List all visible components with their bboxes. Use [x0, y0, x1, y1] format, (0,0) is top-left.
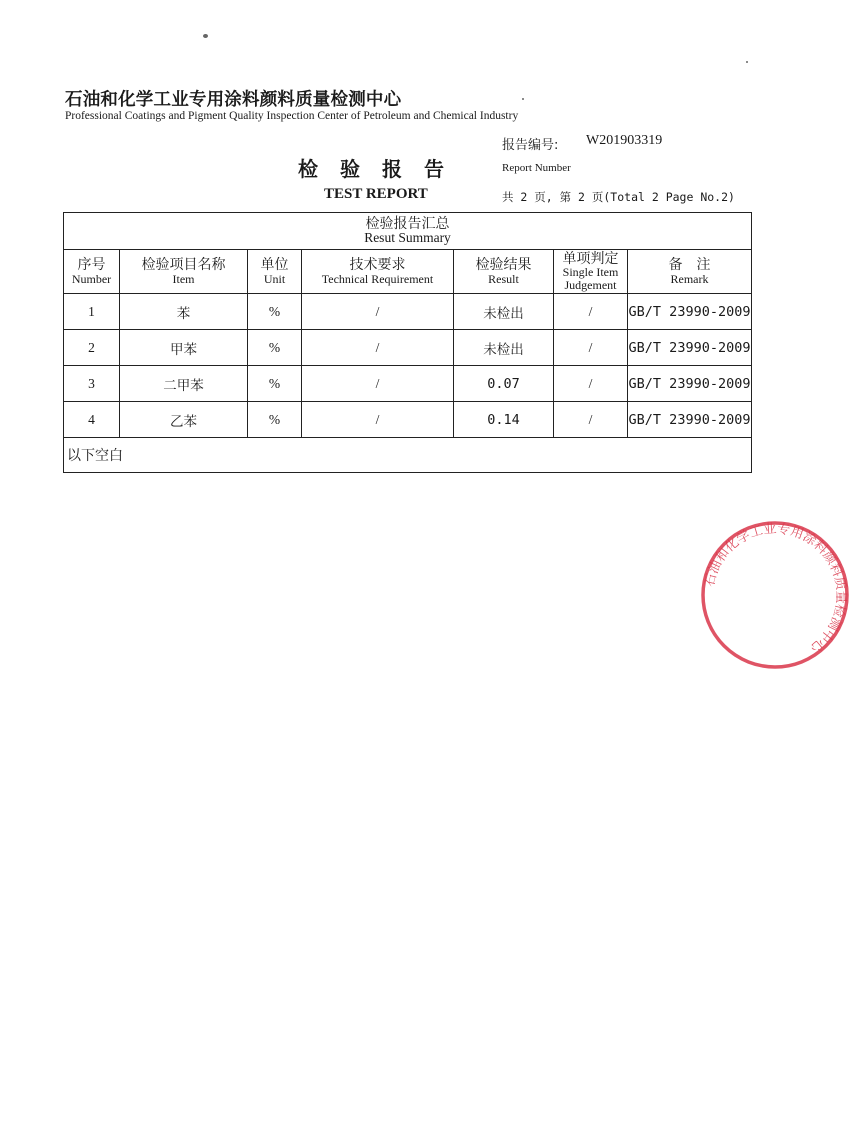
column-header-unit-cn: 单位 [260, 256, 289, 273]
column-header-judgement-en1: Single Item [562, 265, 619, 280]
column-header-result-en: Result [488, 271, 519, 286]
report-title-cn: 检验报告 [298, 157, 466, 181]
official-seal-stamp [700, 520, 850, 670]
cell-unit: % [248, 330, 302, 366]
column-header-requirement-cn: 技术要求 [349, 256, 406, 273]
column-header-requirement-en: Technical Requirement [321, 271, 434, 286]
column-header-remark-en: Remark [670, 271, 709, 286]
organization-name-en: Professional Coatings and Pigment Quality Inspection Center of Petroleum and Chemical Industry [65, 110, 519, 122]
cell-requirement: / [302, 402, 454, 438]
report-number-value: W201903319 [586, 133, 663, 148]
column-header-remark [628, 250, 752, 294]
table-row [64, 294, 752, 330]
report-number-label: 报告编号: [502, 138, 559, 153]
table-row [64, 402, 752, 438]
summary-heading-cn: 检验报告汇总 [365, 216, 450, 233]
column-header-number [64, 250, 120, 294]
cell-item: 苯 [120, 294, 248, 330]
cell-result: 0.14 [454, 402, 554, 438]
column-header-number-en: Number [71, 271, 112, 286]
seal-text: 石油和化学工业专用涂料颜料质量检测中心 [702, 521, 849, 656]
cell-number: 2 [64, 330, 120, 366]
cell-number: 3 [64, 366, 120, 402]
page-indicator: 共 2 页, 第 2 页(Total 2 Page No.2) [502, 190, 735, 204]
column-header-item [120, 250, 248, 294]
cell-result: 未检出 [454, 330, 554, 366]
cell-remark: GB/T 23990-2009 [628, 294, 752, 330]
report-number-label-en: Report Number [502, 162, 571, 174]
column-header-unit-en: Unit [263, 271, 286, 286]
scan-speck [203, 34, 208, 38]
column-header-item-cn: 检验项目名称 [141, 256, 226, 273]
cell-judgement: / [554, 402, 628, 438]
column-header-unit [248, 250, 302, 294]
cell-requirement: / [302, 294, 454, 330]
scan-speck [746, 61, 748, 63]
cell-judgement: / [554, 294, 628, 330]
report-title-en: TEST REPORT [324, 186, 428, 202]
cell-requirement: / [302, 330, 454, 366]
cell-item: 乙苯 [120, 402, 248, 438]
cell-requirement: / [302, 366, 454, 402]
summary-heading [64, 213, 752, 250]
column-header-result [454, 250, 554, 294]
scan-speck [522, 98, 524, 100]
cell-result: 0.07 [454, 366, 554, 402]
column-header-item-en: Item [172, 271, 195, 286]
organization-name-cn: 石油和化学工业专用涂料颜料质量检测中心 [65, 90, 402, 110]
table-header-row [64, 250, 752, 294]
column-header-remark-cn: 备 注 [668, 256, 711, 273]
column-header-judgement-cn: 单项判定 [562, 250, 619, 267]
column-header-result-cn: 检验结果 [475, 256, 532, 273]
cell-unit: % [248, 366, 302, 402]
cell-number: 4 [64, 402, 120, 438]
cell-number: 1 [64, 294, 120, 330]
cell-judgement: / [554, 366, 628, 402]
cell-unit: % [248, 402, 302, 438]
column-header-number-cn: 序号 [77, 256, 106, 273]
cell-judgement: / [554, 330, 628, 366]
summary-heading-en: Resut Summary [364, 230, 451, 246]
column-header-judgement-en2: Judgement [564, 277, 617, 292]
cell-remark: GB/T 23990-2009 [628, 330, 752, 366]
cell-unit: % [248, 294, 302, 330]
table-row [64, 366, 752, 402]
cell-remark: GB/T 23990-2009 [628, 402, 752, 438]
column-header-judgement [554, 250, 628, 294]
column-header-requirement [302, 250, 454, 294]
cell-item: 甲苯 [120, 330, 248, 366]
cell-remark: GB/T 23990-2009 [628, 366, 752, 402]
table-row [64, 330, 752, 366]
blank-below-note: 以下空白 [64, 438, 752, 473]
cell-item: 二甲苯 [120, 366, 248, 402]
result-summary-table [63, 212, 752, 473]
cell-result: 未检出 [454, 294, 554, 330]
